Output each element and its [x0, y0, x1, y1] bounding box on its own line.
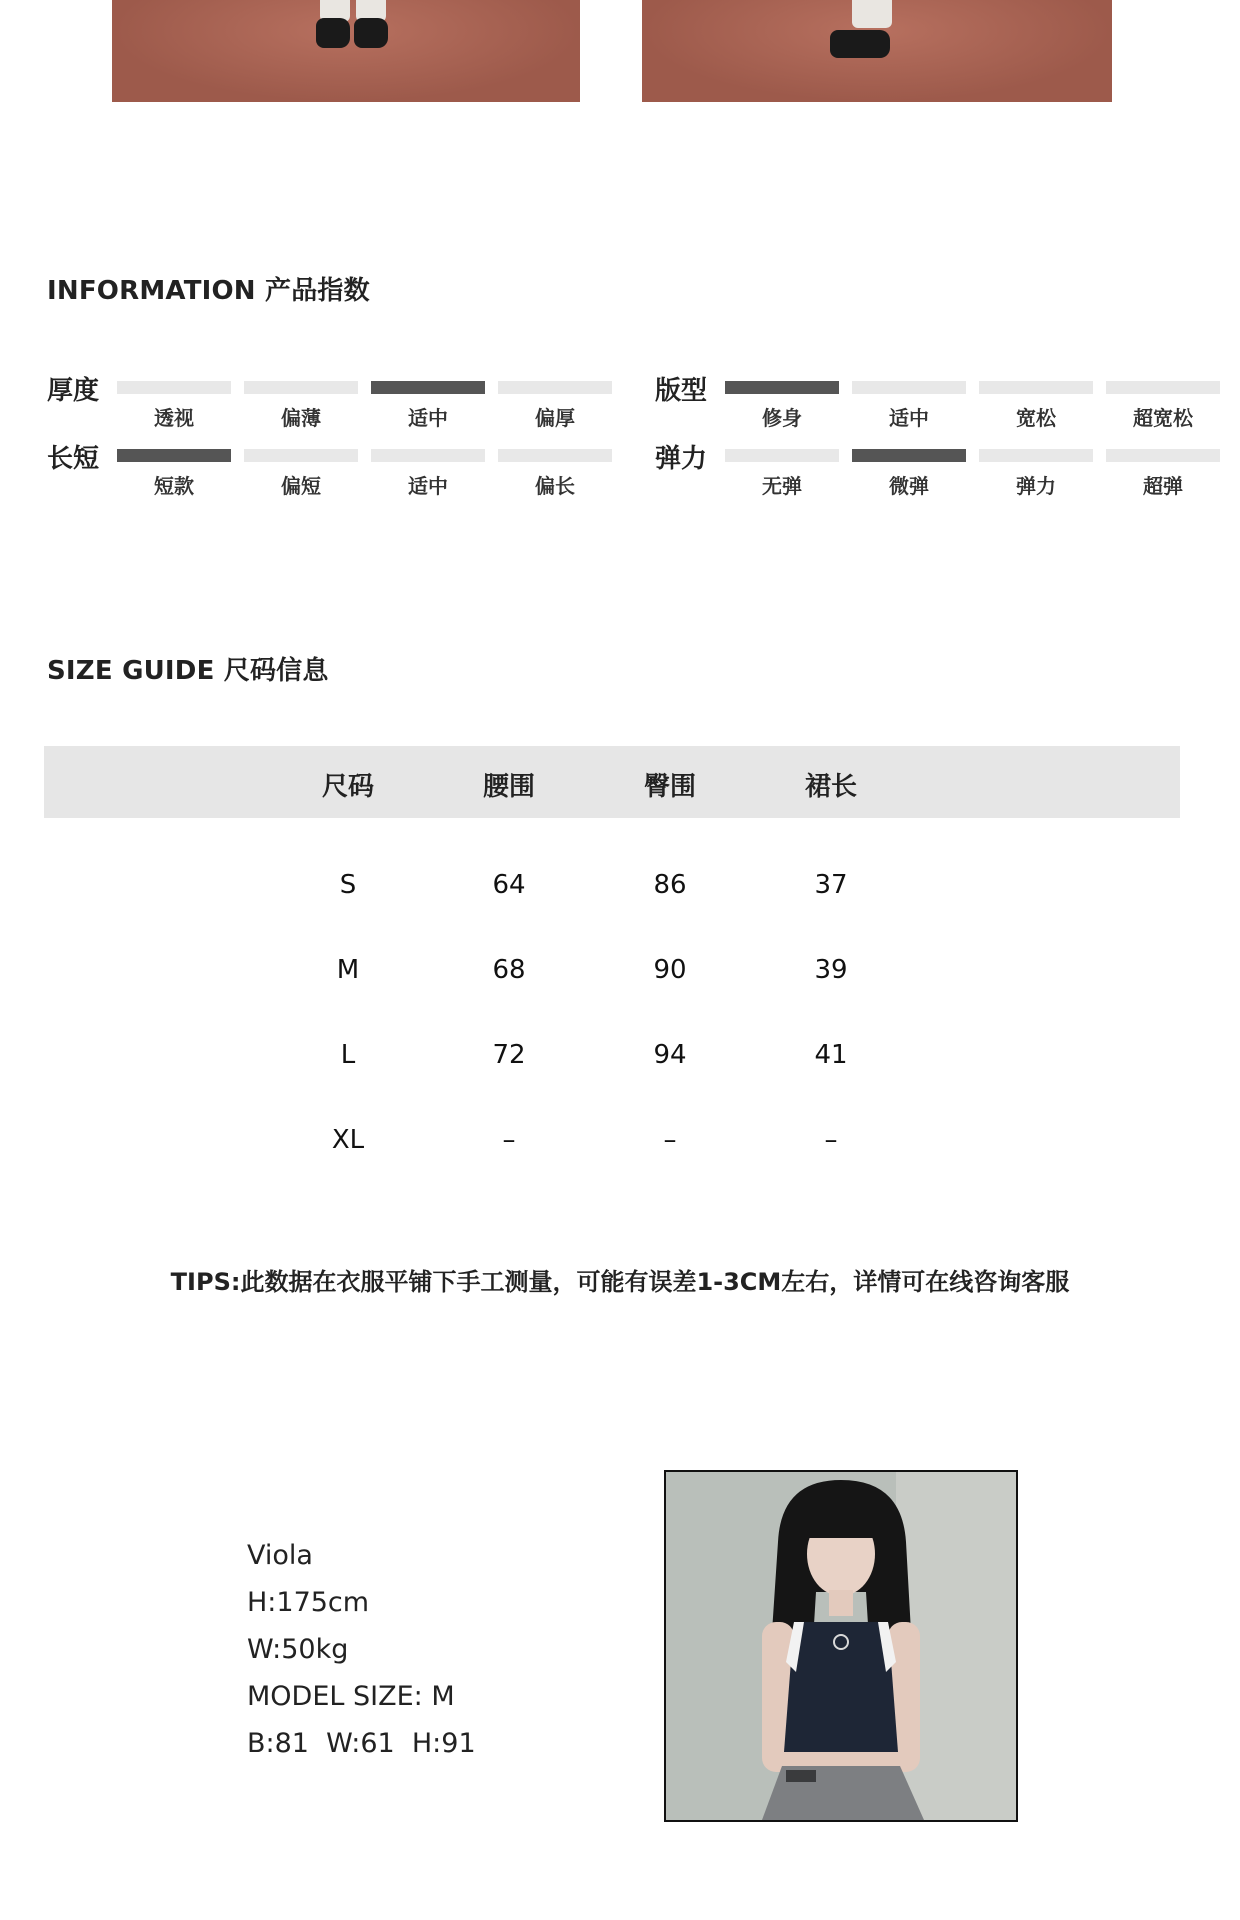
cell-waist: 68 — [492, 955, 526, 985]
indicator-option-label: 偏短 — [281, 474, 321, 498]
cell-waist: 64 — [492, 870, 526, 900]
indicator-bar-selected — [371, 381, 485, 394]
indicator-option-label: 超宽松 — [1133, 406, 1193, 430]
indicator-bar — [498, 381, 612, 394]
header-waist: 腰围 — [482, 772, 535, 802]
cell-size: S — [339, 870, 357, 900]
cell-hip: – — [663, 1125, 677, 1155]
model-name: Viola — [247, 1540, 313, 1571]
cell-size: M — [336, 955, 360, 985]
indicator-option-label: 宽松 — [1016, 406, 1056, 430]
indicator-bar — [244, 449, 358, 462]
model-illustration — [666, 1472, 1016, 1820]
indicator-option-label: 修身 — [762, 406, 802, 430]
model-height: H:175cm — [247, 1587, 370, 1618]
indicator-option-label: 适中 — [889, 406, 929, 430]
cell-waist: – — [502, 1125, 516, 1155]
shoe-right-photo — [830, 30, 890, 58]
indicator-option-label: 弹力 — [1016, 474, 1056, 498]
information-title: INFORMATION 产品指数 — [47, 276, 370, 306]
indicator-bar — [244, 381, 358, 394]
indicator-bar — [371, 449, 485, 462]
product-photo-left — [112, 0, 580, 102]
header-length: 裙长 — [804, 772, 857, 802]
cell-hip: 86 — [653, 870, 687, 900]
indicator-bar — [725, 449, 839, 462]
indicator-option-label: 微弹 — [889, 474, 929, 498]
cell-hip: 90 — [653, 955, 687, 985]
cell-size: L — [340, 1040, 356, 1070]
cell-hip: 94 — [653, 1040, 687, 1070]
shoe-left — [316, 18, 350, 48]
indicator-option-label: 无弹 — [762, 474, 802, 498]
indicator-option-label: 短款 — [154, 474, 194, 498]
attr-label: 长短 — [47, 444, 100, 474]
model-photo — [664, 1470, 1018, 1822]
attr-label: 弹力 — [655, 444, 708, 474]
cell-length: 37 — [814, 870, 848, 900]
indicator-option-label: 超弹 — [1143, 474, 1183, 498]
indicator-bar-selected — [725, 381, 839, 394]
indicator-option-label: 偏薄 — [281, 406, 321, 430]
model-info — [247, 1532, 476, 1767]
indicator-bar — [979, 449, 1093, 462]
indicator-bar — [117, 381, 231, 394]
indicator-bar — [1106, 449, 1220, 462]
cell-length: 39 — [814, 955, 848, 985]
cell-waist: 72 — [492, 1040, 526, 1070]
cell-size: XL — [331, 1125, 365, 1155]
attr-label: 厚度 — [47, 376, 100, 406]
header-size: 尺码 — [321, 772, 374, 802]
indicator-bar — [1106, 381, 1220, 394]
indicator-option-label: 适中 — [408, 406, 448, 430]
indicator-option-label: 透视 — [154, 406, 194, 430]
indicator-bar — [852, 381, 966, 394]
model-weight: W:50kg — [247, 1634, 349, 1665]
indicator-bar — [979, 381, 1093, 394]
indicator-option-label: 偏厚 — [535, 406, 575, 430]
indicator-bar-selected — [117, 449, 231, 462]
cell-length: 41 — [814, 1040, 848, 1070]
cell-length: – — [824, 1125, 838, 1155]
shoe-right — [354, 18, 388, 48]
model-measurements: B:81 W:61 H:91 — [247, 1728, 476, 1759]
model-size: MODEL SIZE: M — [247, 1681, 455, 1712]
indicator-option-label: 偏长 — [535, 474, 575, 498]
product-photo-right — [642, 0, 1112, 102]
indicator-option-label: 适中 — [408, 474, 448, 498]
attr-label: 版型 — [655, 376, 708, 406]
sock-right-photo — [852, 0, 892, 28]
header-hip: 臀围 — [643, 772, 696, 802]
indicator-bar-selected — [852, 449, 966, 462]
size-guide-title: SIZE GUIDE 尺码信息 — [47, 656, 329, 686]
measurement-tips: TIPS:此数据在衣服平铺下手工测量，可能有误差1-3CM左右，详情可在线咨询客服 — [170, 1268, 1070, 1296]
indicator-bar — [498, 449, 612, 462]
